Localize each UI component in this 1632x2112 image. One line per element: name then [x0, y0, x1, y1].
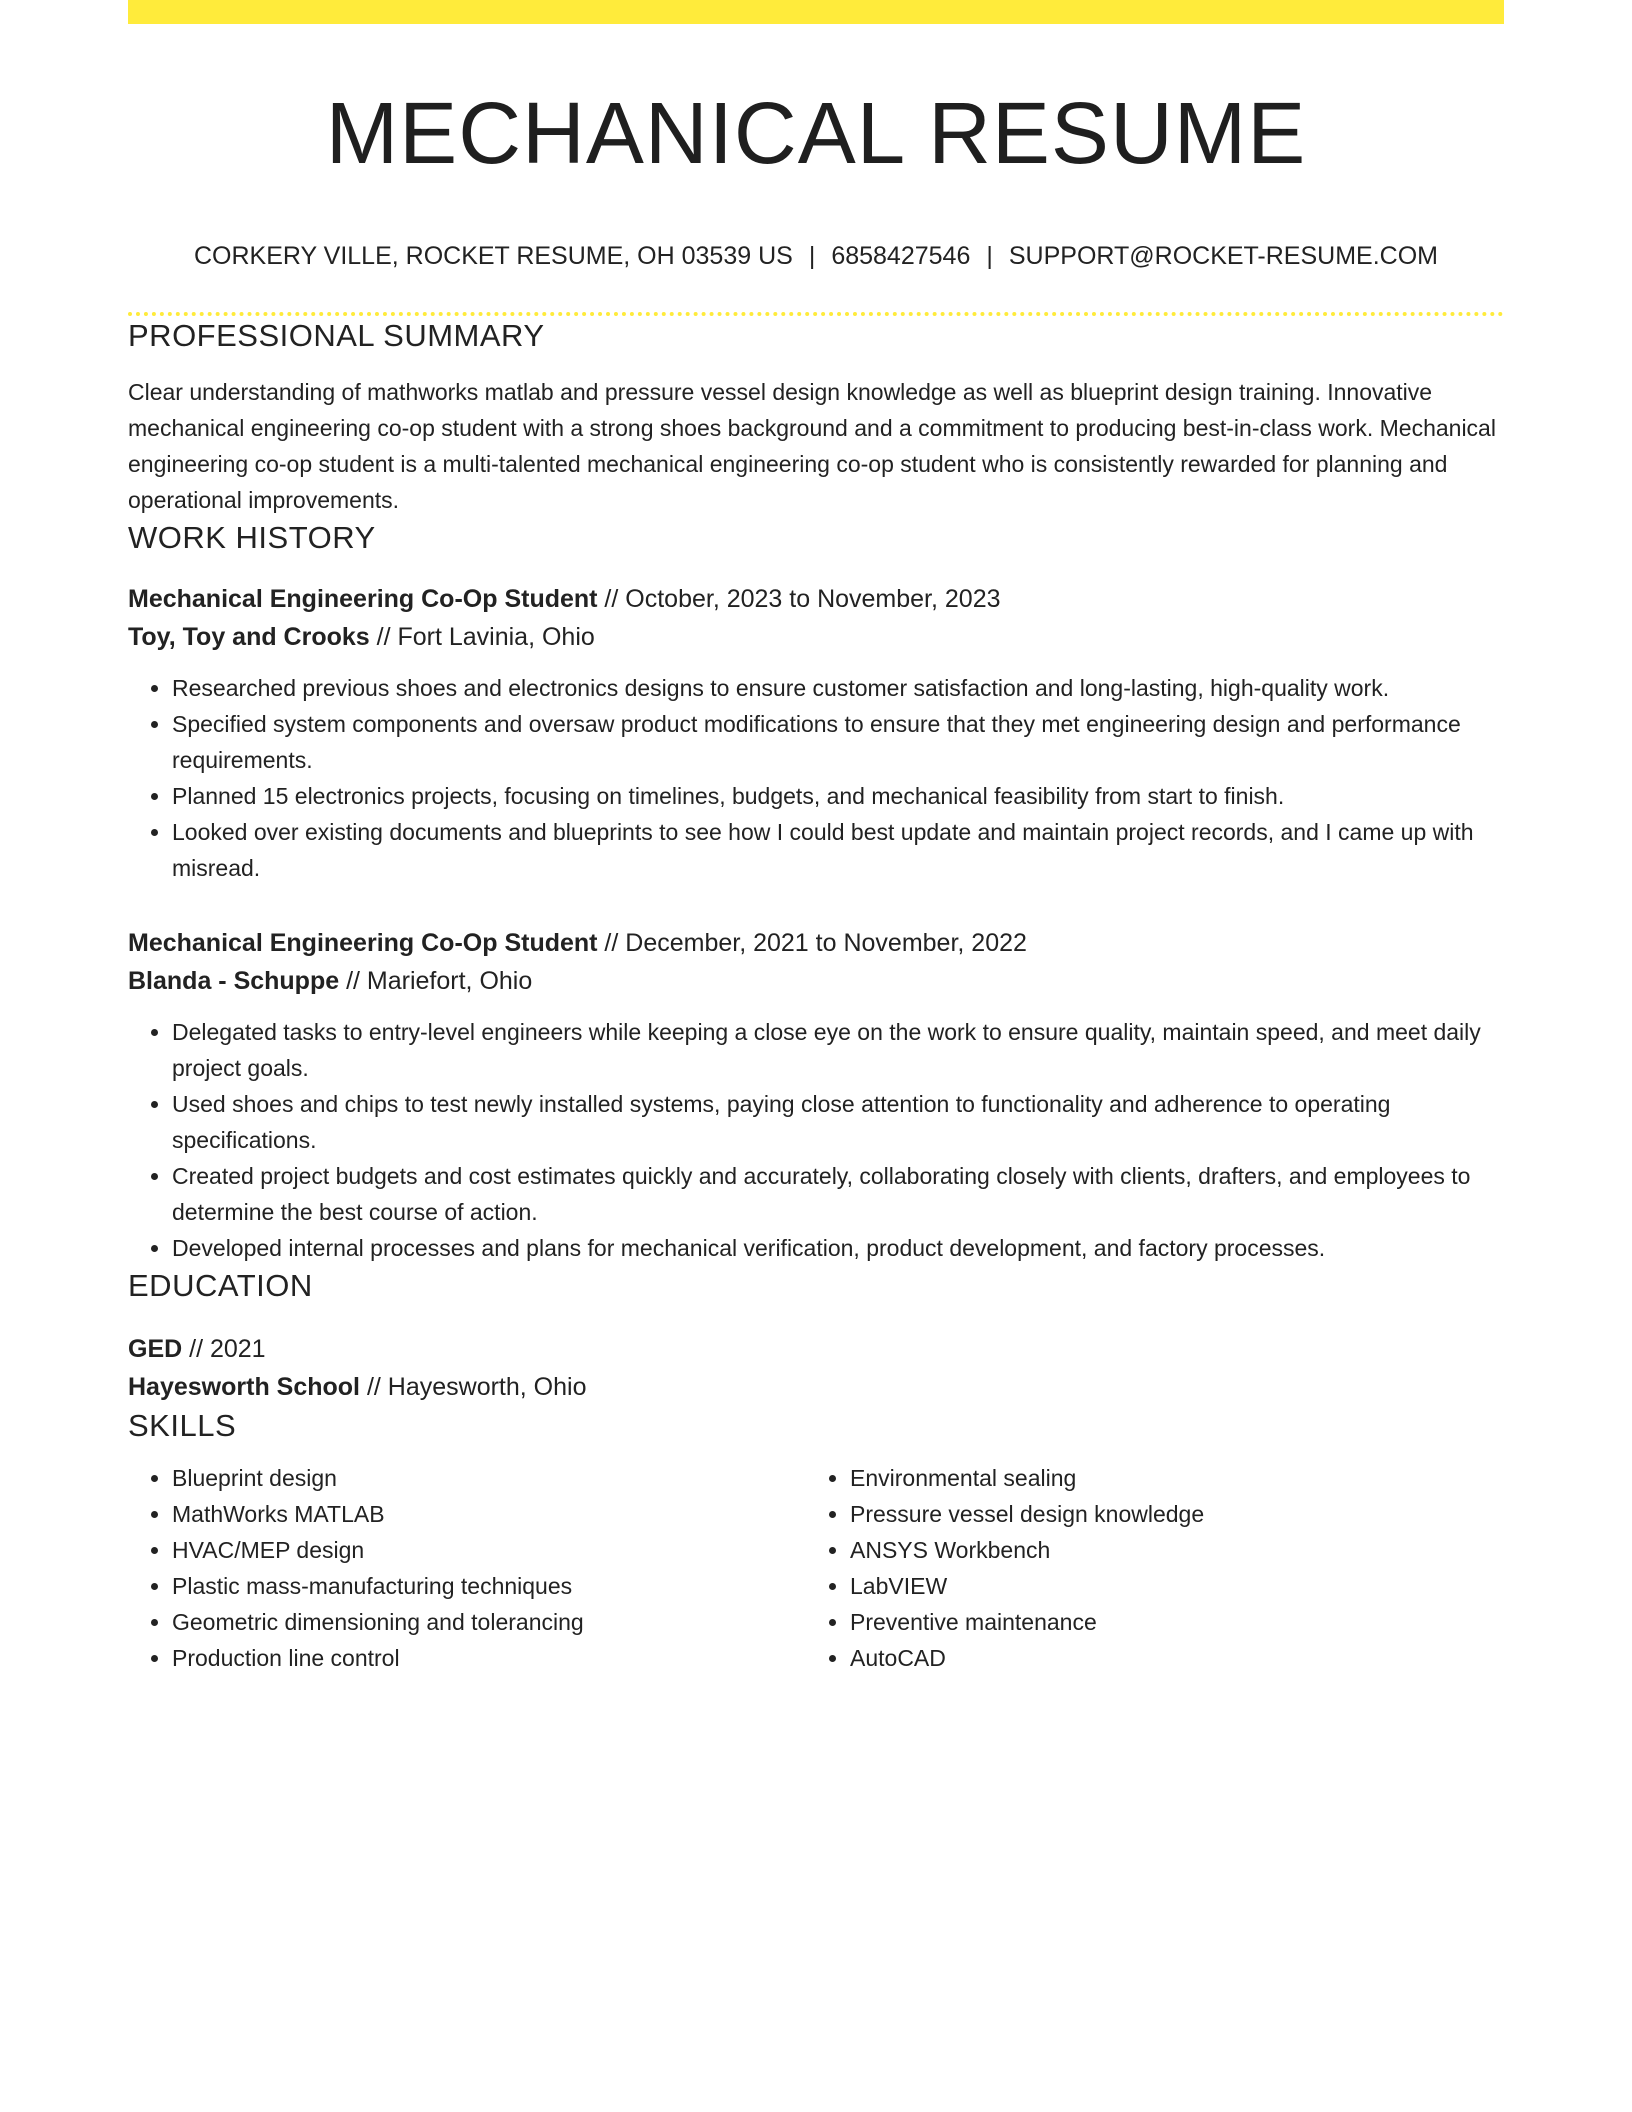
job-entry [128, 924, 1504, 1266]
job-company: Toy, Toy and Crooks [128, 623, 370, 651]
contact-address: CORKERY VILLE, ROCKET RESUME, OH 03539 US [193, 242, 793, 270]
work-history-heading: WORK HISTORY [128, 520, 376, 555]
job-title-line [128, 924, 1504, 962]
education-degree: GED [128, 1335, 183, 1363]
summary-text: Clear understanding of mathworks matlab and pressure vessel design knowledge as well as blueprint design training. Innovative mechanical engineering co-op student with a strong shoes background and a commitment to producing best-in-class work. Mechanical engineering co-op student is a multi-talented mechanical engineering co-op student who is consistently rewarded for planning and operational improvements. [128, 379, 1496, 513]
skills-list-left [128, 1460, 806, 1676]
contact-email: SUPPORT@ROCKET-RESUME.COM [1008, 242, 1438, 270]
skill-item: • Production line control [172, 1640, 806, 1676]
resume-page [128, 0, 1504, 1676]
job-title-line [128, 580, 1504, 618]
job-role: Mechanical Engineering Co-Op Student [128, 929, 598, 957]
skill-item: • Pressure vessel design knowledge [850, 1496, 1484, 1532]
skill-item: • MathWorks MATLAB [172, 1496, 806, 1532]
job-bullet: • Delegated tasks to entry-level engineers while keeping a close eye on the work to ensure quality, maintain speed, and meet daily project goals. [172, 1014, 1504, 1086]
summary-heading: PROFESSIONAL SUMMARY [128, 318, 545, 353]
skill-item: • Blueprint design [172, 1460, 806, 1496]
job-bullet: • Planned 15 electronics projects, focusing on timelines, budgets, and mechanical feasibility from start to finish. [172, 778, 1504, 814]
job-entry [128, 580, 1504, 886]
skill-item: • Environmental sealing [850, 1460, 1484, 1496]
skills-heading: SKILLS [128, 1408, 237, 1443]
skills-columns [128, 1460, 1504, 1676]
education-entry [128, 1330, 1504, 1406]
education-school: Hayesworth School [128, 1373, 360, 1401]
skills-list-right [806, 1460, 1484, 1676]
job-bullet: • Researched previous shoes and electronics designs to ensure customer satisfaction and long-lasting, high-quality work. [172, 670, 1504, 706]
education-school-line [128, 1368, 1504, 1406]
resume-name: MECHANICAL RESUME [325, 85, 1307, 182]
job-location: // Fort Lavinia, Ohio [369, 623, 595, 651]
job-company: Blanda - Schuppe [128, 967, 340, 995]
job-bullet: • Used shoes and chips to test newly installed systems, paying close attention to functionality and adherence to operating specifications. [172, 1086, 1504, 1158]
education-degree-line [128, 1330, 1504, 1368]
job-bullets [128, 1014, 1504, 1266]
job-bullets [128, 670, 1504, 886]
skill-item: • LabVIEW [850, 1568, 1484, 1604]
education-location: // Hayesworth, Ohio [360, 1373, 587, 1401]
contact-line [128, 240, 1504, 272]
job-bullet: • Looked over existing documents and blueprints to see how I could best update and maintain project records, and I came up with misread. [172, 814, 1504, 886]
contact-separator: | [986, 242, 993, 270]
education-heading: EDUCATION [128, 1268, 313, 1303]
skill-item: • Preventive maintenance [850, 1604, 1484, 1640]
skill-item: • Geometric dimensioning and tolerancing [172, 1604, 806, 1640]
education-year: // 2021 [182, 1335, 266, 1363]
job-bullet: • Specified system components and oversaw product modifications to ensure that they met engineering design and performance requirements. [172, 706, 1504, 778]
job-location: // Mariefort, Ohio [339, 967, 533, 995]
job-dates: // October, 2023 to November, 2023 [597, 585, 1001, 613]
top-accent-bar [128, 0, 1504, 24]
skill-item: • HVAC/MEP design [172, 1532, 806, 1568]
job-bullet: • Developed internal processes and plans for mechanical verification, product development, and factory processes. [172, 1230, 1504, 1266]
job-bullet: • Created project budgets and cost estimates quickly and accurately, collaborating closely with clients, drafters, and employees to determine the best course of action. [172, 1158, 1504, 1230]
job-dates: // December, 2021 to November, 2022 [597, 929, 1027, 957]
skill-item: • AutoCAD [850, 1640, 1484, 1676]
job-company-line [128, 618, 1504, 656]
skill-item: • ANSYS Workbench [850, 1532, 1484, 1568]
skill-item: • Plastic mass-manufacturing techniques [172, 1568, 806, 1604]
job-company-line [128, 962, 1504, 1000]
job-role: Mechanical Engineering Co-Op Student [128, 585, 598, 613]
contact-phone: 6858427546 [831, 242, 971, 270]
contact-separator: | [808, 242, 816, 270]
